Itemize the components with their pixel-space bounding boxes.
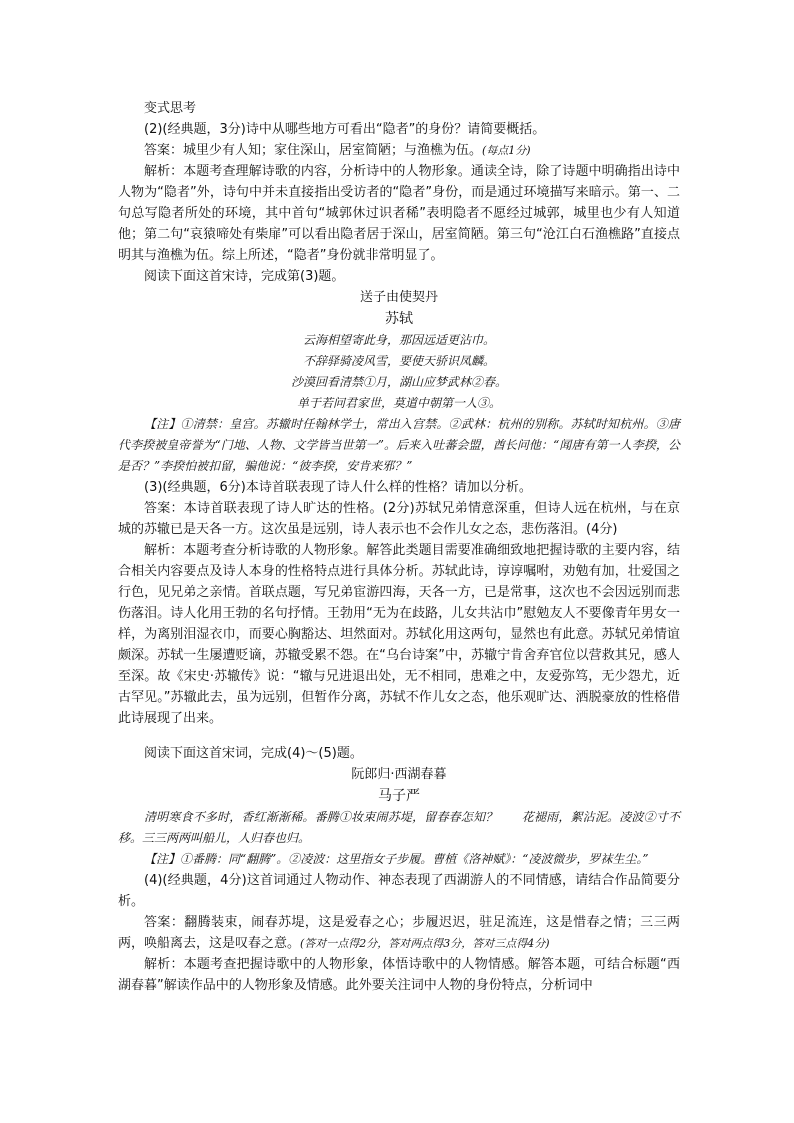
poem-1-line: 沙漠回看清禁①月，湖山应梦武林②春。 [290, 375, 507, 389]
question-4: (4)(经典题，4分)这首词通过人物动作、神态表现了西湖游人的不同情感，请结合作品简要分析。 [118, 873, 680, 909]
answer-2-score: (每点1分) [482, 144, 531, 157]
poem-2-author: 马子严 [378, 788, 420, 804]
poem-2-title: 阮郎归·西湖春暮 [351, 767, 447, 782]
answer-4-text: 答案：翻腾装束，闹春苏堤，这是爱春之心；步履迟迟，驻足流连，这是惜春之情；三三两两，唤船离去，这是叹春之意。 [118, 915, 680, 951]
answer-4 [118, 912, 680, 954]
answer-2 [118, 140, 680, 161]
analysis-3: 解析：本题考查分析诗歌的人物形象。解答此类题目需要准确细致地把握诗歌的主要内容，结合相关内容要点及诗人本身的性格特点进行具体分析。苏轼此诗，谆谆嘱咐，劝勉有加，壮爱国之行色，见兄弟之亲情。首联点题，写兄弟宦游四海，天各一方，已是常事，这次也不会因远别而悲伤落泪。诗人化用王勃的名句抒情。王勃用“无为在歧路，儿女共沾巾”慰勉友人不要像青年男女一样，为离别泪湿衣巾，而要心胸豁达、坦然面对。苏轼化用这两句，显然也有此意。苏轼兄弟情谊颇深。苏轼一生屡遭贬谪，苏辙受累不怨。在“乌台诗案”中，苏辙宁肯舍弃官位以营救其兄，感人至深。故《宋史·苏辙传》说：“辙与兄进退出处，无不相同，患难之中，友爱弥笃，无少怨尤，近古罕见。”苏辙此去，虽为远别，但暂作分离，苏轼不作儿女之态，他乐观旷达、洒脱豪放的性格借此诗展现了出来。 [118, 543, 680, 726]
poem-2-note: 【注】①番腾：同“翻腾”。②凌波：这里指女子步履。曹植《洛神赋》：“凌波微步，罗袜生尘。” [144, 852, 649, 866]
section-heading: 变式思考 [144, 101, 197, 116]
answer-3: 答案：本诗首联表现了诗人旷达的性格。(2分)苏轼兄弟情意深重，但诗人远在杭州，与在京城的苏辙已是天各一方。这次虽是远别，诗人表示也不会作儿女之态，悲伤落泪。(4分) [118, 501, 680, 537]
poem-1-line: 云海相望寄此身，那因远适更沾巾。 [302, 333, 495, 347]
poem-1-line: 单于若问君家世，莫道中朝第一人③。 [296, 396, 501, 410]
poem-1-author: 苏轼 [385, 311, 413, 327]
answer-4-score: (答对一点得2分，答对两点得3分，答对三点得4分) [300, 937, 550, 950]
poem-1-line: 不辞驿骑凌风雪，要使天骄识凤麟。 [302, 354, 495, 368]
intro-question-3: 阅读下面这首宋诗，完成第(3)题。 [144, 269, 345, 284]
intro-questions-4-5: 阅读下面这首宋词，完成(4)～(5)题。 [144, 746, 363, 761]
analysis-2: 解析：本题考查理解诗歌的内容，分析诗中的人物形象。通读全诗，除了诗题中明确指出诗中人物为“隐者”外，诗句中并未直接指出受访者的“隐者”身份，而是通过环境描写来暗示。第一、二句总写隐者所处的环境，其中首句“城郭休过识者稀”表明隐者不愿经过城郭，城里也少有人知道他；第二句“哀猿啼处有柴扉”可以看出隐者居于深山，居室简陋。第三句“沧江白石渔樵路”直接点明其与渔樵为伍。综上所述，“隐者”身份就非常明显了。 [118, 164, 680, 263]
answer-2-text: 答案：城里少有人知；家住深山，居室简陋；与渔樵为伍。 [144, 143, 483, 158]
poem-2-text: 清明寒食不多时，香红渐渐稀。番腾①妆束闹苏堤，留春春怎知？ 花褪雨，絮沾泥。凌波②寸不移。三三两两叫船儿，人归春也归。 [118, 810, 680, 845]
analysis-4: 解析：本题考查把握诗歌中的人物形象，体悟诗歌中的人物情感。解答本题，可结合标题“西湖春暮”解读作品中的人物形象及情感。此外要关注词中人物的身份特点，分析词中 [118, 957, 680, 993]
section-gap [118, 729, 680, 743]
question-3: (3)(经典题，6分)本诗首联表现了诗人什么样的性格？请加以分析。 [144, 480, 532, 495]
question-2: (2)(经典题，3分)诗中从哪些地方可看出“隐者”的身份？请简要概括。 [144, 122, 546, 137]
poem-1-title: 送子由使契丹 [359, 290, 438, 305]
document-page [118, 98, 680, 996]
poem-1-note: 【注】①清禁：皇宫。苏辙时任翰林学士，常出入宫禁。②武林：杭州的别称。苏轼时知杭州。③唐代李揆被皇帝誉为“门地、人物、文学皆当世第一”。后来入吐蕃会盟，酋长问他：“闻唐有第一人李揆，公是否？”李揆怕被扣留，骗他说：“彼李揆，安肯来邪？” [118, 417, 680, 473]
